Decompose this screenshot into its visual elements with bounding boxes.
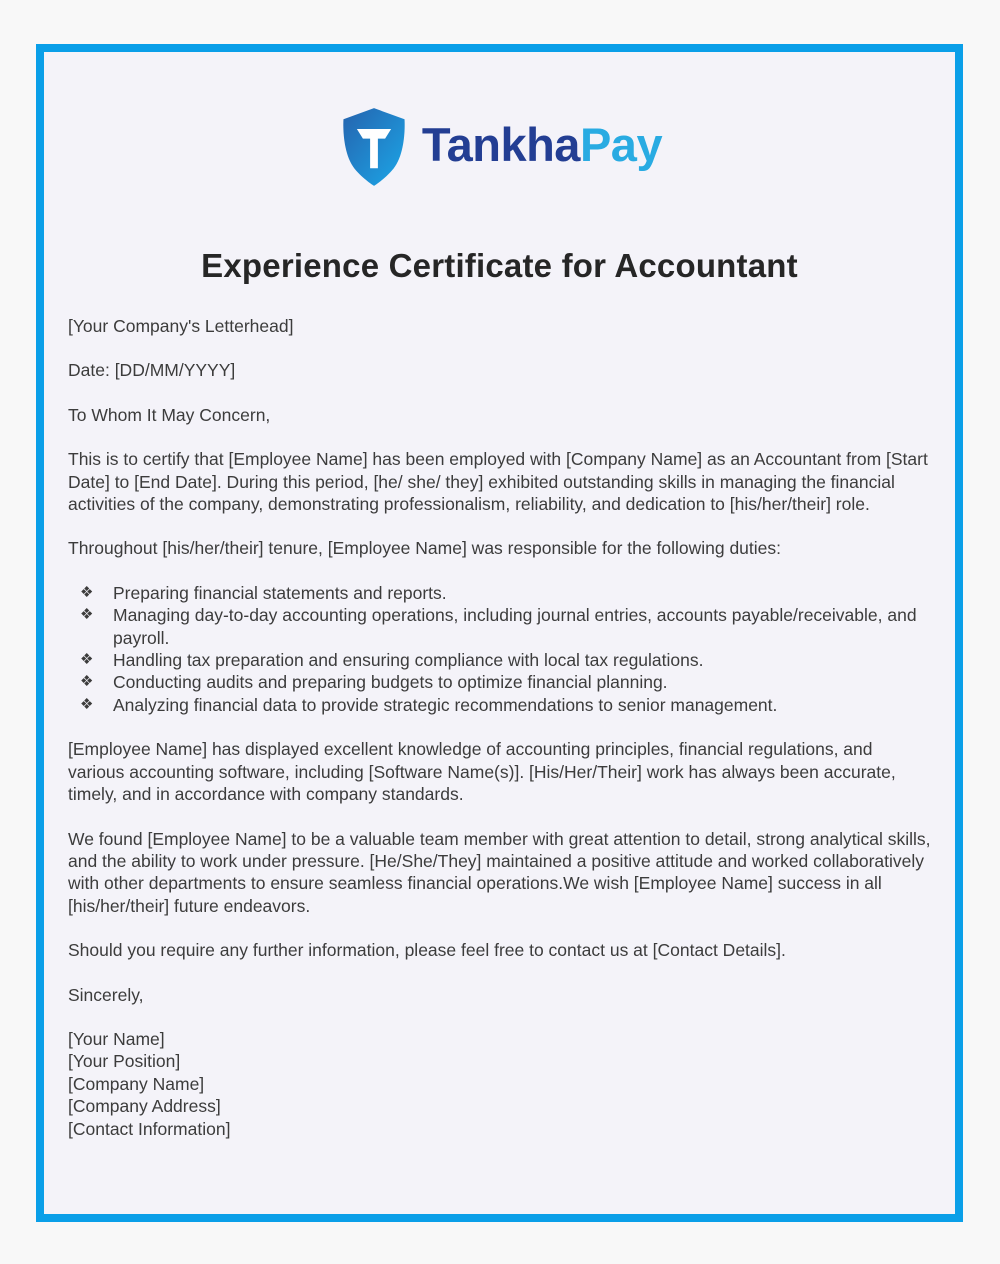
diamond-bullet-icon: ❖ [80, 583, 94, 601]
list-item [68, 649, 931, 671]
document-body [68, 315, 931, 1140]
duty-text: Managing day-to-day accounting operations, including journal entries, accounts payable/receivable, and payroll. [113, 605, 917, 648]
list-item [68, 694, 931, 716]
diamond-bullet-icon: ❖ [80, 695, 94, 713]
duty-text: Preparing financial statements and reports. [113, 582, 447, 603]
signature-line: [Company Name] [68, 1073, 205, 1094]
brand-name-secondary: Pay [579, 117, 663, 171]
letterhead-line: [Your Company's Letterhead] [68, 316, 294, 336]
signature-line: [Your Position] [68, 1051, 181, 1072]
duties-list [68, 582, 931, 716]
signature-line: [Contact Information] [68, 1118, 231, 1139]
brand-logo [68, 105, 931, 189]
skills-paragraph: [Employee Name] has displayed excellent knowledge of accounting principles, financial regulations, and various accounting software, including [Software Name(s)]. [His/Her/Their] work has always been accurate, timely, and in accordance with company standards. [68, 739, 896, 805]
brand-wordmark [421, 117, 663, 174]
certificate-card [36, 44, 963, 1222]
appreciation-paragraph: We found [Employee Name] to be a valuable team member with great attention to detail, strong analytical skills, and the ability to work under pressure. [He/She/They] maintained a positive attitude and worked collaboratively with other departments to ensure seamless financial operations.We wish [Employee Name] success in all [his/her/their] future endeavors. [68, 828, 931, 916]
salutation-line: To Whom It May Concern, [68, 404, 271, 425]
certificate-content [44, 105, 955, 1140]
signoff-line: Sincerely, [68, 984, 144, 1005]
contact-paragraph: Should you require any further information, please feel free to contact us at [Contact Details]. [68, 940, 786, 961]
signature-line: [Your Name] [68, 1028, 165, 1049]
diamond-bullet-icon: ❖ [80, 673, 94, 691]
date-line: Date: [DD/MM/YYYY] [68, 360, 236, 381]
shield-logo-icon [337, 105, 411, 189]
duty-text: Handling tax preparation and ensuring compliance with local tax regulations. [113, 650, 704, 671]
document-title: Experience Certificate for Accountant [201, 247, 798, 284]
duty-text: Conducting audits and preparing budgets to optimize financial planning. [113, 672, 668, 693]
signature-line: [Company Address] [68, 1096, 221, 1117]
brand-name-primary: Tankha [421, 117, 580, 171]
signature-block [68, 1028, 931, 1140]
intro-paragraph: This is to certify that [Employee Name] has been employed with [Company Name] as an Accountant from [Start Date] to [End Date]. During this period, [he/ she/ they] exhibited outstanding skills in managing the financial activities of the company, demonstrating professionalism, reliability, and dedication to [his/her/their] role. [68, 449, 928, 515]
diamond-bullet-icon: ❖ [80, 606, 94, 624]
duty-text: Analyzing financial data to provide strategic recommendations to senior management. [113, 694, 778, 715]
diamond-bullet-icon: ❖ [80, 651, 94, 669]
duties-intro: Throughout [his/her/their] tenure, [Employee Name] was responsible for the following duties: [68, 538, 782, 559]
list-item [68, 582, 931, 604]
list-item [68, 604, 931, 649]
list-item [68, 671, 931, 693]
